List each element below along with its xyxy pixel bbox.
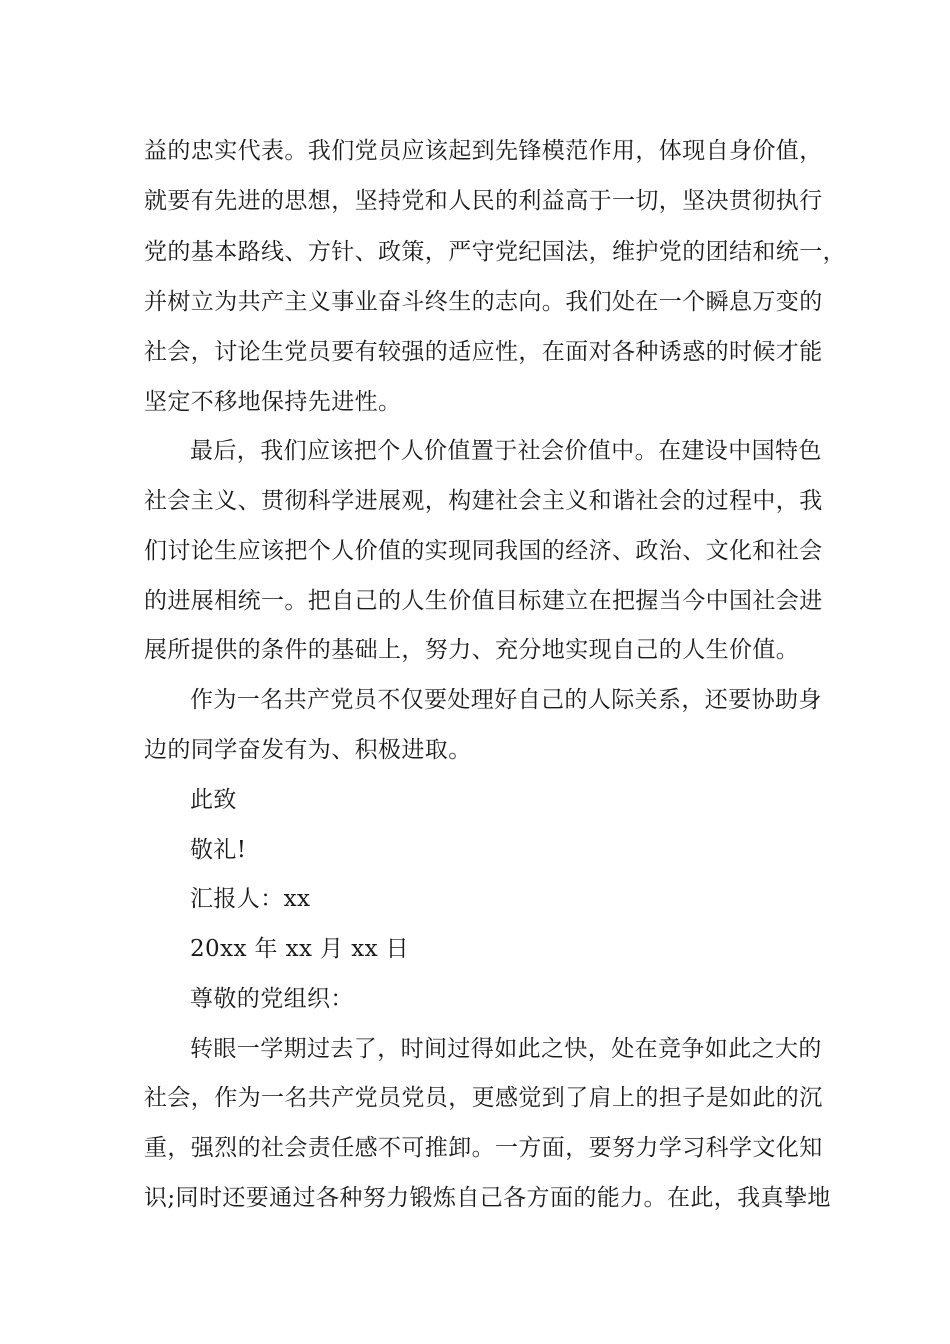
greeting: 尊敬的党组织：: [190, 986, 354, 1012]
closing-regards: 敬礼!: [190, 837, 247, 863]
paragraph-line: 作为一名共产党员不仅要处理好自己的人际关系，还要协助身: [190, 687, 822, 713]
paragraph-line: 展所提供的条件的基础上，努力、充分地实现自己的人生价值。: [144, 637, 800, 663]
paragraph-line: 们讨论生应该把个人价值的实现同我国的经济、政治、文化和社会: [144, 538, 823, 564]
paragraph-line: 党的基本路线、方针、政策，严守党纪国法，维护党的团结和统一，: [144, 239, 846, 265]
paragraph-line: 识;同时还要通过各种努力锻炼自己各方面的能力。在此，我真挚地: [144, 1185, 831, 1211]
reporter-name: 汇报人：xx: [190, 886, 311, 912]
paragraph-line: 就要有先进的思想，坚持党和人民的利益高于一切，坚决贯彻执行: [144, 188, 823, 214]
paragraph-line: 社会主义、贯彻科学进展观，构建社会主义和谐社会的过程中，我: [144, 488, 823, 514]
paragraph-line: 社会，作为一名共产党员党员，更感觉到了肩上的担子是如此的沉: [144, 1085, 823, 1111]
closing-salutation: 此致: [190, 787, 237, 813]
paragraph-line: 最后，我们应该把个人价值置于社会价值中。在建设中国特色: [190, 438, 822, 464]
paragraph-line: 边的同学奋发有为、积极进取。: [144, 737, 472, 763]
paragraph-line: 益的忠实代表。我们党员应该起到先锋模范作用，体现自身价值，: [144, 138, 823, 164]
report-date: 20xx 年 xx 月 xx 日: [190, 936, 410, 962]
paragraph-line: 坚定不移地保持先进性。: [144, 389, 402, 415]
paragraph-line: 并树立为共产主义事业奋斗终生的志向。我们处在一个瞬息万变的: [144, 289, 823, 315]
paragraph-line: 社会，讨论生党员要有较强的适应性，在面对各种诱惑的时候才能: [144, 339, 823, 365]
paragraph-line: 的进展相统一。把自己的人生价值目标建立在把握当今中国社会进: [144, 588, 823, 614]
paragraph-line: 重，强烈的社会责任感不可推卸。一方面，要努力学习科学文化知: [144, 1135, 823, 1161]
paragraph-line: 转眼一学期过去了，时间过得如此之快，处在竞争如此之大的: [190, 1036, 822, 1062]
